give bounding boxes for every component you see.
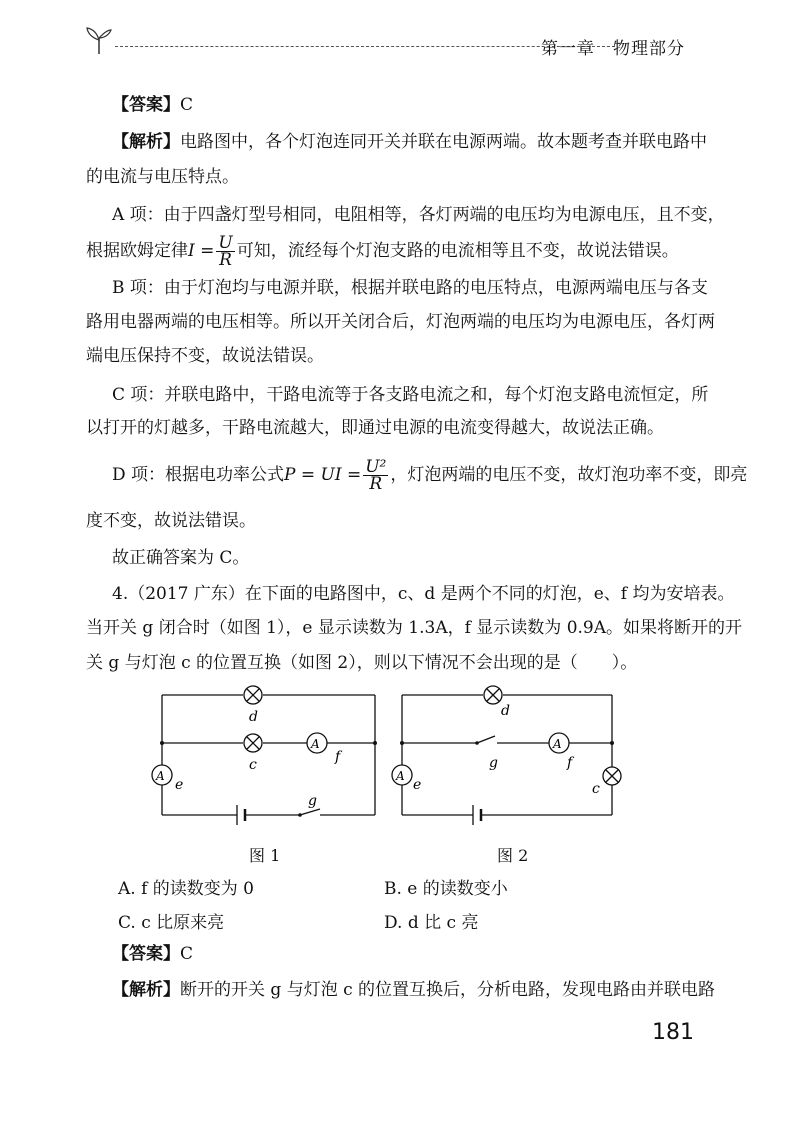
- analysis-label: 【解析】: [112, 132, 180, 152]
- fig2-label-g: g: [489, 755, 498, 771]
- option-d-explanation-1: [112, 455, 747, 495]
- ohm-denominator: R: [219, 250, 232, 270]
- ohm-law-text: 根据欧姆定律: [86, 241, 188, 261]
- fig2-ammeter-f-symbol: A: [553, 737, 562, 751]
- answer-line: [112, 93, 193, 117]
- fig1-label-d: d: [249, 709, 258, 725]
- option-b-explanation-2: 路用电器两端的电压相等。所以开关闭合后，灯泡两端的电压均为电源电压，各灯两: [86, 312, 715, 332]
- q4-answer-value: C: [180, 944, 194, 964]
- fig1-label-g: g: [308, 793, 317, 809]
- fig1-label-e: e: [175, 777, 184, 793]
- fig1-ammeter-f-symbol: A: [311, 737, 320, 751]
- q4-answer-line: [112, 942, 193, 966]
- option-a: A. f 的读数变为 0: [118, 879, 254, 899]
- fig2-label-e: e: [413, 777, 422, 793]
- option-a-explanation-1: A 项：由于四盏灯型号相同，电阻相等，各灯两端的电压均为电源电压，且不变，: [112, 205, 725, 225]
- option-c-explanation-2: 以打开的灯越多，干路电流越大，即通过电源的电流变得越大，故说法正确。: [86, 418, 664, 438]
- answer-value: C: [180, 95, 194, 115]
- option-d-explanation-2: 度不变，故说法错误。: [86, 511, 256, 531]
- option-b-explanation-3: 端电压保持不变，故说法错误。: [86, 346, 324, 366]
- fig1-ammeter-e-symbol: A: [156, 769, 165, 783]
- power-formula-lhs: P = UI =: [284, 465, 362, 485]
- option-d: D. d 比 c 亮: [384, 913, 479, 933]
- analysis-line-1: [112, 130, 707, 154]
- answer-label: 【答案】: [112, 95, 180, 115]
- header-rule: [115, 46, 615, 47]
- q4-stem-2: 当开关 g 闭合时（如图 1），e 显示读数为 1.3A，f 显示读数为 0.9A。如果将断开的开: [86, 618, 743, 638]
- power-numerator: U²: [365, 457, 387, 477]
- circuit-diagram-1: [145, 685, 380, 830]
- ohm-fraction: [216, 235, 234, 268]
- fig2-label-c: c: [592, 781, 600, 797]
- q3-conclusion: 故正确答案为 C。: [112, 548, 250, 568]
- fig2-label-d: d: [501, 703, 510, 719]
- power-fraction: [363, 459, 388, 492]
- fig1-label-f: f: [335, 749, 341, 765]
- q4-answer-label: 【答案】: [112, 944, 180, 964]
- option-b: B. e 的读数变小: [384, 879, 508, 899]
- fig2-ammeter-e-symbol: A: [396, 769, 405, 783]
- option-a-conclusion: 可知，流经每个灯泡支路的电流相等且不变，故说法错误。: [236, 241, 679, 261]
- q4-analysis-line-1: [112, 978, 715, 1002]
- option-c: C. c 比原来亮: [118, 913, 225, 933]
- option-b-explanation-1: B 项：由于灯泡均与电源并联，根据并联电路的电压特点，电源两端电压与各支: [112, 278, 708, 298]
- power-denominator: R: [369, 474, 383, 494]
- fig1-label-c: c: [249, 757, 257, 773]
- ohm-formula-lhs: I =: [188, 241, 215, 261]
- q4-analysis-text: 断开的开关 g 与灯泡 c 的位置互换后，分析电路，发现电路由并联电路: [180, 980, 716, 1000]
- page-number: 181: [652, 1020, 694, 1045]
- q4-stem-3: 关 g 与灯泡 c 的位置互换（如图 2），则以下情况不会出现的是（ ）。: [86, 653, 638, 673]
- q4-analysis-label: 【解析】: [112, 980, 180, 1000]
- analysis-text-1: 电路图中，各个灯泡连同开关并联在电源两端。故本题考查并联电路中: [180, 132, 707, 152]
- q4-stem-1: 4.（2017 广东）在下面的电路图中，c、d 是两个不同的灯泡，e、f 均为安培表。: [112, 584, 735, 604]
- option-c-explanation-1: C 项：并联电路中，干路电流等于各支路电流之和，每个灯泡支路电流恒定，所: [112, 385, 709, 405]
- figure-2-caption: 图 2: [497, 846, 529, 865]
- chapter-title: 第一章 物理部分: [541, 39, 685, 59]
- sprout-logo-icon: [85, 24, 113, 56]
- option-d-conclusion: ，灯泡两端的电压不变，故灯泡功率不变，即亮: [390, 465, 748, 485]
- figure-1-caption: 图 1: [249, 846, 281, 865]
- ohm-numerator: U: [218, 233, 233, 253]
- power-formula-text: D 项：根据电功率公式: [112, 465, 285, 485]
- circuit-diagram-2: [385, 685, 625, 830]
- fig2-label-f: f: [567, 755, 573, 771]
- analysis-line-2: 的电流与电压特点。: [86, 167, 239, 187]
- option-a-explanation-2: [86, 234, 679, 268]
- page-header: [85, 28, 685, 58]
